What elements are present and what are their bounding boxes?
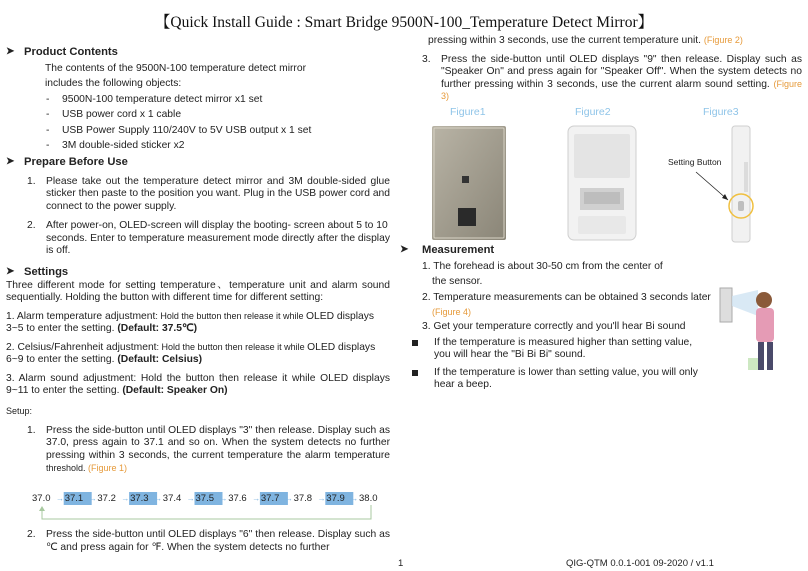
- arrow-right-icon: →: [350, 494, 359, 503]
- product-contents-heading: ➤ Product Contents: [6, 46, 118, 58]
- product-list: [6, 94, 390, 153]
- setup-step-1: 1. Press the side-button until OLED displays "3" then release. Display such as 37.0, press again to 37.1 and so on. When the system detects no further pressing within 3 seconds, the current temperature the alarm temperature threshold. (Figure 1): [27, 424, 390, 473]
- setting-button-callout: Setting Button: [668, 157, 722, 167]
- measurement-step-2: 2. Temperature measurements can be obtained 3 seconds later: [422, 291, 711, 303]
- arrow-bullet-icon: ➤: [6, 46, 15, 57]
- setup-label: Setup:: [6, 405, 33, 416]
- list-item: If the temperature is lower than setting value, you will only hear a beep.: [400, 367, 700, 392]
- list-item: - USB power cord x 1 cable: [46, 109, 182, 121]
- sequence-value: 37.7: [260, 493, 280, 504]
- list-item: If the temperature is measured higher than setting value, you will hear the "Bi Bi Bi" sound.: [400, 337, 700, 362]
- arrow-right-icon: →: [121, 494, 130, 503]
- arrow-bullet-icon: ➤: [6, 265, 15, 277]
- sequence-value: 37.0: [32, 493, 51, 504]
- arrow-right-icon: →: [219, 494, 228, 503]
- settings-heading: ➤ Settings: [6, 265, 69, 278]
- sequence-value: 37.1: [64, 493, 84, 504]
- arrow-right-icon: →: [252, 494, 261, 503]
- figure-4-person-measurement-image: [718, 282, 788, 380]
- figure-4-ref: (Figure 4): [432, 307, 472, 318]
- page-number: 1: [398, 558, 404, 569]
- left-column: ➤ Product Contents The contents of the 9500N-100 temperature detect mirror includes the following objects: - 9500N-100 temperature detect mirror x1 set - USB power cord x 1 cable - USB Power Supply 110/240V to 5V USB output x 1 set - 3M double-sided sticker x2 ➤ Prepare Before Use 1. Please take out the temperature detect mirror and 3M double-sided glue sticker then paste to the position you want. Plug in the USB power cord and connect to the power supply. 2. After power-on, OLED-screen will display the booting- screen about 5 to 10 seconds. Enter to temperature measurement mode directly after the display is off. ➤ Settings Three different mode for setting temperature、temperature unit and alarm sound sequentially. Holding the button with different time for different setting: 1. Alarm temperature adjustment: Hold the button then release it while OLED displays 3~5 to enter the setting. (Default: 37.5℃) 2. Celsius/Fahrenheit adjustment: Hold the button then release it while OLED displays 6~9 to enter the setting. (Default: Celsius) 3. Alarm sound adjustment: Hold the button then release it while OLED displays 9~11 to enter the setting. (Default: Speaker On) Setup: 1. Press the side-button until OLED displays "3" then release. Display such as 37.0, press again to 37.1 and so on. When the system detects no further pressing within 3 seconds, the current temperature the alarm temperature threshold. (Figure 1): [6, 46, 390, 475]
- prepare-step-2: 2. After power-on, OLED-screen will display the booting- screen about 5 to 10 seconds. Enter to temperature measurement mode directly after the display is off.: [27, 220, 390, 257]
- sequence-value: 37.3: [130, 493, 149, 504]
- figure-2-label: Figure2: [575, 106, 611, 118]
- figure-2-device-back-image: [566, 124, 638, 242]
- arrow-right-icon: →: [284, 494, 293, 503]
- mode-2: 2. Celsius/Fahrenheit adjustment: Hold the button then release it while OLED displays 6~9 to enter the setting. (Default: Celsius): [6, 341, 376, 366]
- sequence-value: 37.9: [326, 493, 345, 504]
- measurement-heading: ➤ Measurement: [400, 244, 495, 256]
- product-intro: The contents of the 9500N-100 temperature detect mirror: [45, 62, 306, 74]
- setup-step-2: 2. Press the side-button until OLED displays "6" then release. Display such as ℃ and press again for ℉. When the system detects no further: [27, 529, 390, 553]
- arrow-bullet-icon: ➤: [400, 244, 409, 255]
- temperature-sequence-diagram: [30, 486, 390, 522]
- loop-back-line: [42, 505, 371, 519]
- mode-3: 3. Alarm sound adjustment: Hold the button then release it while OLED displays 9~11 to enter the setting. (Default: Speaker On): [6, 372, 390, 397]
- measurement-step-1: 1. The forehead is about 30-50 cm from the center of: [422, 260, 663, 272]
- arrow-right-icon: →: [154, 494, 163, 503]
- measurement-section: ➤ Measurement 1. The forehead is about 30-50 cm from the center of the sensor. 2. Temperature measurements can be obtained 3 seconds later (Figure 4) 3. Get your temperature correctly and you'll hear Bi sound If the temperature is measured higher than setting value, you will hear the "Bi Bi Bi" sound. If the temperature is lower than setting value, you will only hear a beep.: [400, 244, 720, 392]
- sequence-value: 37.6: [228, 493, 247, 504]
- prepare-step-1: 1. Please take out the temperature detect mirror and 3M double-sided glue sticker then paste to the position you want. Plug in the USB power cord and connect to the power supply.: [27, 175, 391, 212]
- mode-1: 1. Alarm temperature adjustment: Hold the button then release it while OLED displays 3~5 to enter the setting. (Default: 37.5℃): [6, 310, 375, 335]
- right-column: [410, 35, 802, 104]
- prepare-heading: ➤ Prepare Before Use: [6, 155, 128, 168]
- sequence-value: 37.5: [195, 493, 214, 504]
- figure-3-label: Figure3: [703, 106, 739, 118]
- arrow-right-icon: →: [56, 494, 64, 503]
- arrow-right-icon: →: [186, 494, 195, 503]
- list-item: - USB Power Supply 110/240V to 5V USB output x 1 set: [46, 124, 312, 136]
- figure-1-mirror-device-image: [430, 124, 508, 242]
- list-item: - 9500N-100 temperature detect mirror x1 set: [46, 93, 263, 105]
- setup-step-2-continued: pressing within 3 seconds, use the current temperature unit. (Figure 2): [428, 35, 743, 46]
- arrow-right-icon: →: [88, 494, 97, 503]
- arrow-up-icon: [39, 506, 45, 511]
- sequence-value: 37.8: [293, 493, 313, 504]
- measurement-bullets: [400, 337, 700, 392]
- sequence-value: 37.4: [162, 493, 182, 504]
- settings-intro: Three different mode for setting temperature、temperature unit and alarm sound sequentially. Holding the button with different time for different setting:: [6, 279, 390, 304]
- arrow-right-icon: →: [317, 494, 326, 503]
- setup-step-3: 3. Press the side-button until OLED displays "9" then release. Display such as "Speaker On" and press again for "Speaker Off". When the system detects no further pressing within 3 seconds, use the current alarm sound setting. (Figure 3): [422, 53, 802, 102]
- document-code: QIG-QTM 0.0.1-001 09-2020 / v1.1: [566, 558, 714, 569]
- sequence-value: 38.0: [359, 493, 378, 504]
- page-title: 【Quick Install Guide : Smart Bridge 9500N-100_Temperature Detect Mirror】: [154, 14, 654, 31]
- arrow-bullet-icon: ➤: [6, 155, 15, 167]
- figure-1-label: Figure1: [450, 106, 486, 118]
- list-item: - 3M double-sided sticker x2: [46, 140, 185, 152]
- figure-3-side-view-image: [666, 122, 776, 244]
- measurement-step-3: 3. Get your temperature correctly and you'll hear Bi sound: [422, 321, 686, 333]
- sequence-value: 37.2: [97, 493, 116, 504]
